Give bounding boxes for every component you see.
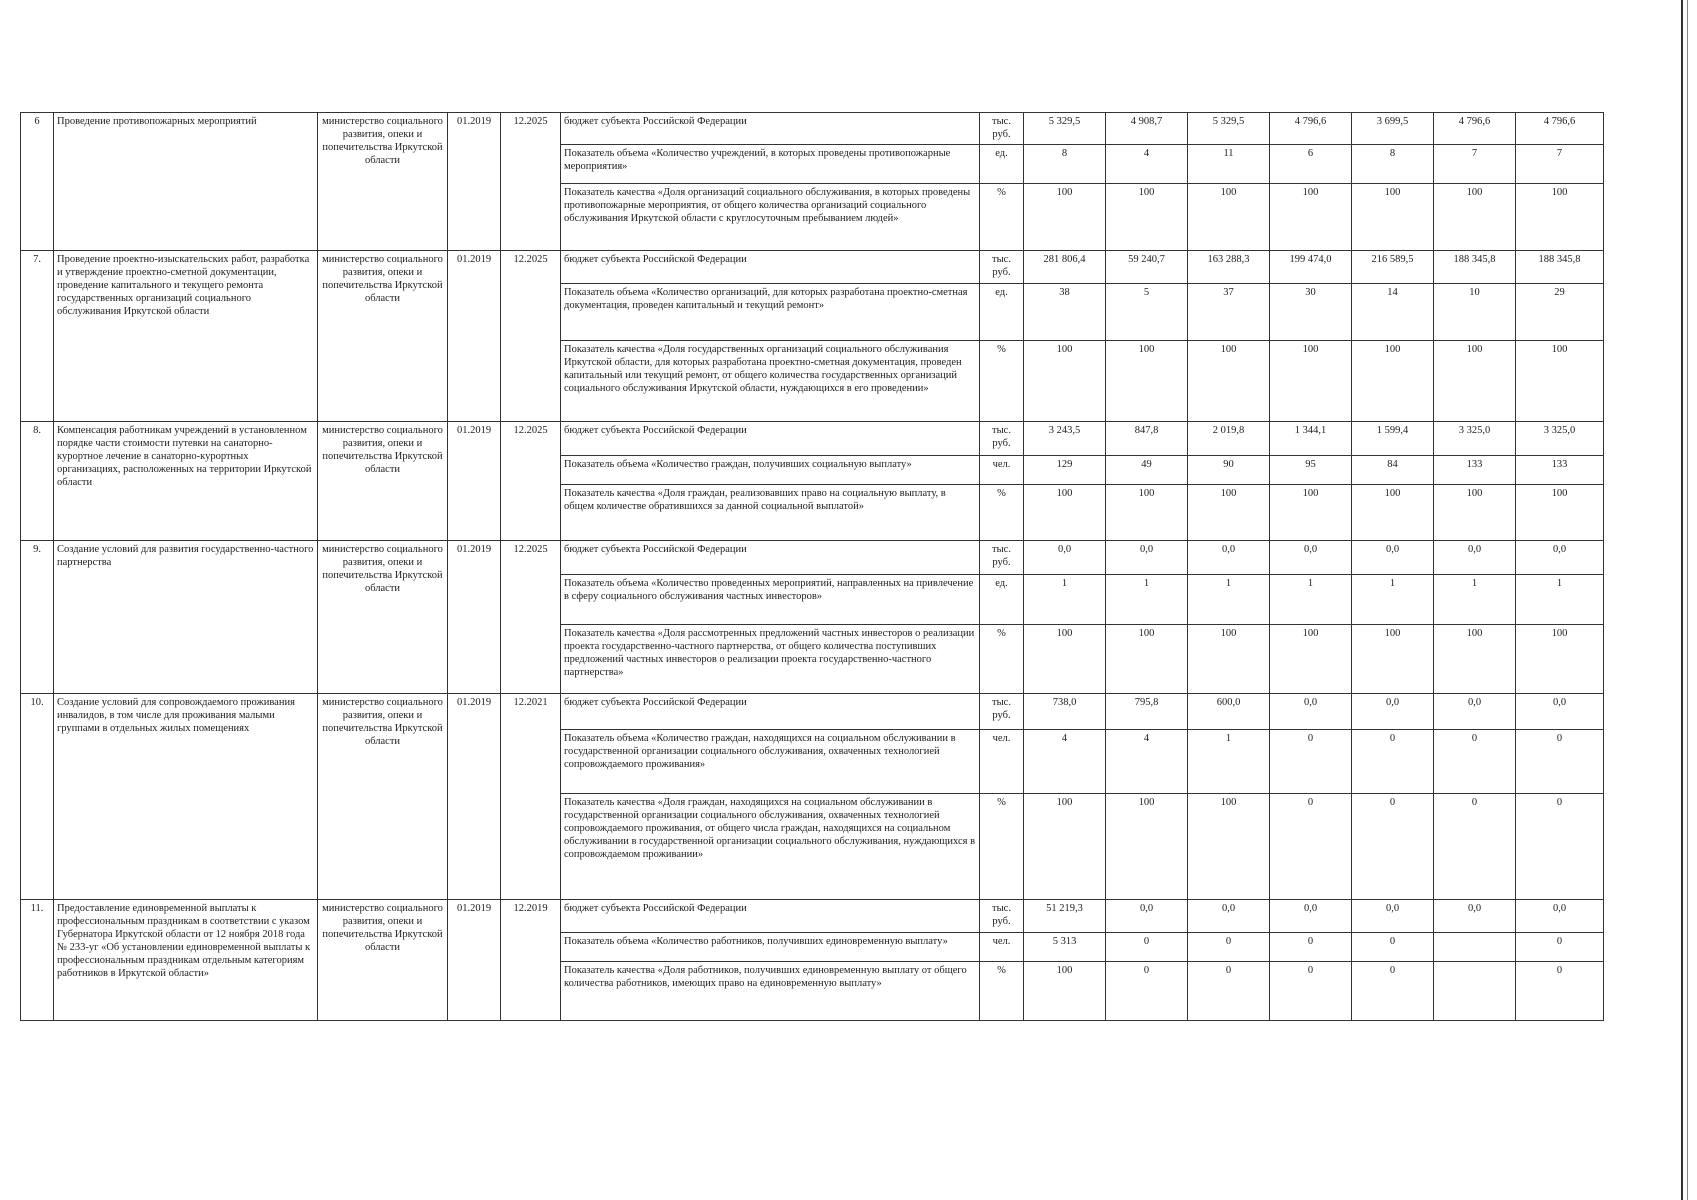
indicator-description: бюджет субъекта Российской Федерации — [561, 422, 980, 456]
indicator-description: Показатель качества «Доля работников, получивших единовременную выплату от общего количества работников, имеющих право на единовременную выплату» — [561, 962, 980, 1021]
year-value-cell: 11 — [1188, 145, 1270, 184]
responsible-executor: министерство социального развития, опеки и попечительства Иркутской области — [318, 113, 448, 251]
year-value-cell: 0,0 — [1270, 694, 1352, 730]
year-value-cell: 0,0 — [1024, 541, 1106, 575]
unit-of-measure: % — [980, 794, 1024, 900]
year-value-cell: 100 — [1434, 485, 1516, 541]
year-value-cell: 14 — [1352, 284, 1434, 341]
indicator-description: Показатель качества «Доля государственных организаций социального обслуживания Иркутской области, для которых разработана проектно-сметная документация, проведен капитальный или текущий ремонт, от общего количества государственных организаций социального обслуживания Иркутской области, нуждающихся в его проведении» — [561, 341, 980, 422]
year-value-cell: 0 — [1270, 933, 1352, 962]
responsible-executor: министерство социального развития, опеки и попечительства Иркутской области — [318, 251, 448, 422]
year-value-cell: 133 — [1516, 456, 1604, 485]
year-value-cell: 95 — [1270, 456, 1352, 485]
year-value-cell: 100 — [1516, 625, 1604, 694]
year-value-cell: 3 699,5 — [1352, 113, 1434, 145]
scan-edge-line — [1681, 0, 1683, 1200]
year-value-cell: 0 — [1106, 933, 1188, 962]
indicator-description: Показатель объема «Количество граждан, получивших социальную выплату» — [561, 456, 980, 485]
year-value-cell: 0 — [1270, 730, 1352, 794]
year-value-cell: 0,0 — [1434, 694, 1516, 730]
year-value-cell: 188 345,8 — [1434, 251, 1516, 284]
year-value-cell: 0,0 — [1106, 541, 1188, 575]
year-value-cell: 4 796,6 — [1434, 113, 1516, 145]
year-value-cell — [1434, 962, 1516, 1021]
year-value-cell: 188 345,8 — [1516, 251, 1604, 284]
year-value-cell: 0 — [1270, 794, 1352, 900]
activity-name: Проведение проектно-изыскательских работ, разработка и утверждение проектно-сметной документации, проведение капитального и текущего ремонта государственных организаций социального обслуживания Иркутской области — [54, 251, 318, 422]
year-value-cell: 0 — [1516, 794, 1604, 900]
year-value-cell: 7 — [1434, 145, 1516, 184]
year-value-cell: 100 — [1434, 625, 1516, 694]
unit-of-measure: чел. — [980, 933, 1024, 962]
year-value-cell: 0 — [1352, 933, 1434, 962]
unit-of-measure: тыс. руб. — [980, 251, 1024, 284]
year-value-cell: 4 — [1106, 730, 1188, 794]
row-number: 11. — [21, 900, 54, 1021]
year-value-cell: 199 474,0 — [1270, 251, 1352, 284]
year-value-cell: 10 — [1434, 284, 1516, 341]
year-value-cell: 100 — [1434, 184, 1516, 251]
year-value-cell: 100 — [1106, 794, 1188, 900]
indicator-description: Показатель качества «Доля граждан, находящихся на социальном обслуживании в государственной организации социального обслуживания, охваченных технологией сопровождаемого проживания, от общего числа граждан, находящихся на социальном обслуживании в государственной организации социального обслуживания, нуждающихся в сопровождаемом проживании» — [561, 794, 980, 900]
year-value-cell: 100 — [1516, 341, 1604, 422]
year-value-cell: 100 — [1270, 184, 1352, 251]
year-value-cell: 0 — [1106, 962, 1188, 1021]
year-value-cell: 133 — [1434, 456, 1516, 485]
year-value-cell: 0,0 — [1188, 900, 1270, 933]
year-value-cell: 3 243,5 — [1024, 422, 1106, 456]
year-value-cell: 4 — [1106, 145, 1188, 184]
year-value-cell: 1 599,4 — [1352, 422, 1434, 456]
year-value-cell: 1 — [1188, 575, 1270, 625]
table-row — [21, 541, 1604, 575]
year-value-cell: 51 219,3 — [1024, 900, 1106, 933]
year-value-cell — [1434, 933, 1516, 962]
year-value-cell: 100 — [1024, 341, 1106, 422]
start-date: 01.2019 — [448, 900, 501, 1021]
year-value-cell: 3 325,0 — [1516, 422, 1604, 456]
year-value-cell: 49 — [1106, 456, 1188, 485]
indicator-description: Показатель качества «Доля организаций социального обслуживания, в которых проведены противопожарные мероприятия, от общего количества организаций социального обслуживания Иркутской области с круглосуточным пребыванием людей» — [561, 184, 980, 251]
table-row — [21, 422, 1604, 456]
indicator-description: бюджет субъекта Российской Федерации — [561, 541, 980, 575]
start-date: 01.2019 — [448, 113, 501, 251]
table-row — [21, 900, 1604, 933]
year-value-cell: 4 — [1024, 730, 1106, 794]
year-value-cell: 100 — [1106, 341, 1188, 422]
row-number: 7. — [21, 251, 54, 422]
year-value-cell: 738,0 — [1024, 694, 1106, 730]
year-value-cell: 1 — [1516, 575, 1604, 625]
year-value-cell: 5 329,5 — [1188, 113, 1270, 145]
year-value-cell: 100 — [1024, 625, 1106, 694]
year-value-cell: 100 — [1270, 341, 1352, 422]
year-value-cell: 1 — [1024, 575, 1106, 625]
year-value-cell: 100 — [1024, 794, 1106, 900]
year-value-cell: 100 — [1352, 625, 1434, 694]
year-value-cell: 0 — [1352, 962, 1434, 1021]
scan-edge-line-secondary — [1687, 0, 1688, 1200]
end-date: 12.2019 — [501, 900, 561, 1021]
year-value-cell: 100 — [1188, 794, 1270, 900]
year-value-cell: 100 — [1188, 485, 1270, 541]
year-value-cell: 29 — [1516, 284, 1604, 341]
year-value-cell: 2 019,8 — [1188, 422, 1270, 456]
start-date: 01.2019 — [448, 541, 501, 694]
year-value-cell: 4 796,6 — [1516, 113, 1604, 145]
year-value-cell: 5 313 — [1024, 933, 1106, 962]
unit-of-measure: тыс. руб. — [980, 113, 1024, 145]
year-value-cell: 8 — [1352, 145, 1434, 184]
year-value-cell: 0,0 — [1434, 541, 1516, 575]
row-number: 9. — [21, 541, 54, 694]
year-value-cell: 59 240,7 — [1106, 251, 1188, 284]
end-date: 12.2025 — [501, 113, 561, 251]
year-value-cell: 100 — [1024, 184, 1106, 251]
year-value-cell: 1 — [1106, 575, 1188, 625]
year-value-cell: 4 908,7 — [1106, 113, 1188, 145]
year-value-cell: 100 — [1188, 625, 1270, 694]
year-value-cell: 6 — [1270, 145, 1352, 184]
year-value-cell: 100 — [1106, 485, 1188, 541]
year-value-cell: 0,0 — [1270, 541, 1352, 575]
year-value-cell: 1 — [1352, 575, 1434, 625]
year-value-cell: 0 — [1516, 962, 1604, 1021]
table-row — [21, 113, 1604, 145]
year-value-cell: 100 — [1270, 485, 1352, 541]
unit-of-measure: % — [980, 625, 1024, 694]
year-value-cell: 30 — [1270, 284, 1352, 341]
year-value-cell: 0,0 — [1516, 541, 1604, 575]
responsible-executor: министерство социального развития, опеки и попечительства Иркутской области — [318, 541, 448, 694]
unit-of-measure: % — [980, 962, 1024, 1021]
year-value-cell: 0 — [1188, 962, 1270, 1021]
indicator-description: Показатель объема «Количество учреждений, в которых проведены противопожарные мероприятия» — [561, 145, 980, 184]
year-value-cell: 795,8 — [1106, 694, 1188, 730]
year-value-cell: 281 806,4 — [1024, 251, 1106, 284]
year-value-cell: 84 — [1352, 456, 1434, 485]
year-value-cell: 0,0 — [1270, 900, 1352, 933]
indicator-description: Показатель объема «Количество граждан, находящихся на социальном обслуживании в государственной организации социального обслуживания, охваченных технологией сопровождаемого проживания» — [561, 730, 980, 794]
year-value-cell: 0,0 — [1434, 900, 1516, 933]
year-value-cell: 0 — [1434, 794, 1516, 900]
unit-of-measure: тыс. руб. — [980, 422, 1024, 456]
year-value-cell: 37 — [1188, 284, 1270, 341]
unit-of-measure: тыс. руб. — [980, 541, 1024, 575]
unit-of-measure: ед. — [980, 575, 1024, 625]
row-number: 8. — [21, 422, 54, 541]
indicator-description: бюджет субъекта Российской Федерации — [561, 251, 980, 284]
year-value-cell: 100 — [1352, 341, 1434, 422]
activity-name: Компенсация работникам учреждений в установленном порядке части стоимости путевки на санаторно-курортное лечение в санаторно-курортных организациях, расположенных на территории Иркутской области — [54, 422, 318, 541]
end-date: 12.2025 — [501, 541, 561, 694]
start-date: 01.2019 — [448, 251, 501, 422]
responsible-executor: министерство социального развития, опеки и попечительства Иркутской области — [318, 422, 448, 541]
indicator-description: Показатель объема «Количество организаций, для которых разработана проектно-сметная документация, проведен капитальный и текущий ремонт» — [561, 284, 980, 341]
indicator-description: Показатель объема «Количество работников, получивших единовременную выплату» — [561, 933, 980, 962]
activity-name: Проведение противопожарных мероприятий — [54, 113, 318, 251]
unit-of-measure: ед. — [980, 284, 1024, 341]
year-value-cell: 100 — [1516, 485, 1604, 541]
year-value-cell: 129 — [1024, 456, 1106, 485]
year-value-cell: 1 — [1434, 575, 1516, 625]
start-date: 01.2019 — [448, 422, 501, 541]
year-value-cell: 3 325,0 — [1434, 422, 1516, 456]
year-value-cell: 0 — [1516, 730, 1604, 794]
year-value-cell: 5 — [1106, 284, 1188, 341]
year-value-cell: 0 — [1352, 794, 1434, 900]
year-value-cell: 0,0 — [1516, 694, 1604, 730]
year-value-cell: 1 — [1188, 730, 1270, 794]
end-date: 12.2021 — [501, 694, 561, 900]
year-value-cell: 847,8 — [1106, 422, 1188, 456]
indicator-description: бюджет субъекта Российской Федерации — [561, 113, 980, 145]
year-value-cell: 0 — [1270, 962, 1352, 1021]
year-value-cell: 100 — [1270, 625, 1352, 694]
row-number: 6 — [21, 113, 54, 251]
activity-name: Предоставление единовременной выплаты к профессиональным праздникам в соответствии с указом Губернатора Иркутской области от 12 ноября 2018 года № 233-уг «Об установлении единовременной выплаты к профессиональным праздникам отдельным категориям работников в Иркутской области» — [54, 900, 318, 1021]
year-value-cell: 38 — [1024, 284, 1106, 341]
year-value-cell: 100 — [1352, 184, 1434, 251]
year-value-cell: 100 — [1434, 341, 1516, 422]
year-value-cell: 600,0 — [1188, 694, 1270, 730]
year-value-cell: 100 — [1188, 184, 1270, 251]
year-value-cell: 163 288,3 — [1188, 251, 1270, 284]
year-value-cell: 0,0 — [1352, 694, 1434, 730]
responsible-executor: министерство социального развития, опеки и попечительства Иркутской области — [318, 694, 448, 900]
indicator-description: Показатель качества «Доля граждан, реализовавших право на социальную выплату, в общем количестве обратившихся за данной социальной выплатой» — [561, 485, 980, 541]
year-value-cell: 100 — [1352, 485, 1434, 541]
unit-of-measure: тыс. руб. — [980, 694, 1024, 730]
unit-of-measure: % — [980, 341, 1024, 422]
unit-of-measure: чел. — [980, 730, 1024, 794]
year-value-cell: 0,0 — [1352, 900, 1434, 933]
year-value-cell: 0 — [1352, 730, 1434, 794]
year-value-cell: 5 329,5 — [1024, 113, 1106, 145]
unit-of-measure: тыс. руб. — [980, 900, 1024, 933]
year-value-cell: 0 — [1434, 730, 1516, 794]
row-number: 10. — [21, 694, 54, 900]
unit-of-measure: % — [980, 184, 1024, 251]
year-value-cell: 100 — [1106, 184, 1188, 251]
end-date: 12.2025 — [501, 422, 561, 541]
year-value-cell: 0 — [1188, 933, 1270, 962]
year-value-cell: 100 — [1024, 485, 1106, 541]
year-value-cell: 4 796,6 — [1270, 113, 1352, 145]
year-value-cell: 1 344,1 — [1270, 422, 1352, 456]
year-value-cell: 100 — [1024, 962, 1106, 1021]
indicator-description: Показатель объема «Количество проведенных мероприятий, направленных на привлечение в сферу социального обслуживания частных инвесторов» — [561, 575, 980, 625]
year-value-cell: 0,0 — [1352, 541, 1434, 575]
end-date: 12.2025 — [501, 251, 561, 422]
year-value-cell: 100 — [1516, 184, 1604, 251]
year-value-cell: 0,0 — [1516, 900, 1604, 933]
unit-of-measure: % — [980, 485, 1024, 541]
year-value-cell: 0,0 — [1188, 541, 1270, 575]
indicator-description: бюджет субъекта Российской Федерации — [561, 900, 980, 933]
year-value-cell: 0,0 — [1106, 900, 1188, 933]
year-value-cell: 1 — [1270, 575, 1352, 625]
activity-name: Создание условий для сопровождаемого проживания инвалидов, в том числе для проживания малыми группами в отдельных жилых помещениях — [54, 694, 318, 900]
responsible-executor: министерство социального развития, опеки и попечительства Иркутской области — [318, 900, 448, 1021]
activity-name: Создание условий для развития государственно-частного партнерства — [54, 541, 318, 694]
unit-of-measure: ед. — [980, 145, 1024, 184]
table-row — [21, 694, 1604, 730]
unit-of-measure: чел. — [980, 456, 1024, 485]
table-row — [21, 251, 1604, 284]
year-value-cell: 7 — [1516, 145, 1604, 184]
start-date: 01.2019 — [448, 694, 501, 900]
year-value-cell: 100 — [1106, 625, 1188, 694]
year-value-cell: 100 — [1188, 341, 1270, 422]
year-value-cell: 90 — [1188, 456, 1270, 485]
year-value-cell: 8 — [1024, 145, 1106, 184]
indicator-description: Показатель качества «Доля рассмотренных предложений частных инвесторов о реализации проекта государственно-частного партнерства, от общего количества поступивших предложений частных инвесторов о реализации проекта государственно-частного партнерства» — [561, 625, 980, 694]
indicator-description: бюджет субъекта Российской Федерации — [561, 694, 980, 730]
year-value-cell: 0 — [1516, 933, 1604, 962]
program-activities-table — [20, 112, 1604, 1021]
year-value-cell: 216 589,5 — [1352, 251, 1434, 284]
